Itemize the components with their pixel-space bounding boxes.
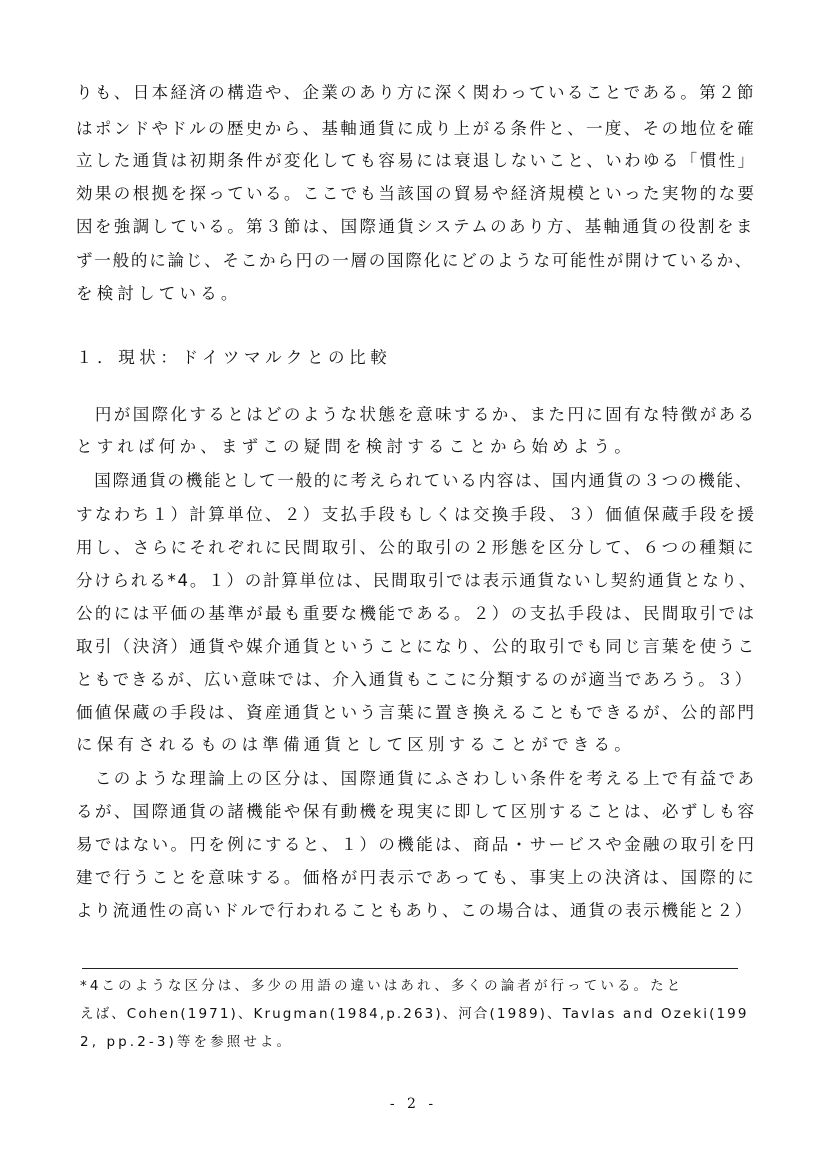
body-line: 分けられる*4。１）の計算単位は、民間取引では表示通貨ないし契約通貨となり、: [76, 571, 758, 590]
intro-line: 因を強調している。第３節は、国際通貨システムのあり方、基軸通貨の役割をま: [76, 217, 755, 236]
section-heading: １．現状：ドイツマルクとの比較: [76, 348, 392, 367]
body-line: ともできるが、広い意味では、介入通貨もここに分類するのが適当であろう。３）: [76, 670, 754, 689]
intro-line: 効果の根拠を探っている。ここでも当該国の貿易や経済規模といった実物的な要: [76, 184, 757, 203]
body-line: 取引（決済）通貨や媒介通貨ということになり、公的取引でも同じ言葉を使うこ: [76, 637, 757, 656]
body-line: に保有されるものは準備通貨として区別することができる。: [76, 735, 635, 754]
footnote-rule: [82, 968, 738, 969]
footnote-line: えば、Cohen(1971)、Krugman(1984,p.263)、河合(1989)、Tavlas and Ozeki(199: [80, 1006, 749, 1022]
body-line: このような理論上の区分は、国際通貨にふさわしい条件を考える上で有益であ: [76, 769, 757, 788]
body-line: 価値保蔵の手段は、資産通貨という言葉に置き換えることもできるが、公的部門: [76, 703, 757, 722]
intro-line: はポンドやドルの歴史から、基軸通貨に成り上がる条件と、一度、その地位を確: [76, 119, 757, 138]
intro-line: りも、日本経済の構造や、企業のあり方に深く関わっていることである。第２節: [76, 83, 756, 102]
intro-line: を検討している。: [76, 284, 242, 303]
intro-line: ず一般的に論じ、そこから円の一層の国際化にどのような可能性が開けているか、: [76, 251, 754, 270]
body-line: とすれば何か、まずこの疑問を検討することから始めよう。: [76, 437, 635, 456]
body-line: るが、国際通貨の諸機能や保有動機を現実に即して区別することは、必ずしも容: [76, 802, 757, 821]
body-line: 円が国際化するとはどのような状態を意味するか、また円に固有な特徴がある: [76, 405, 757, 424]
body-line: 用し、さらにそれぞれに民間取引、公的取引の２形態を区分して、６つの種類に: [76, 538, 757, 557]
body-line: 易ではない。円を例にすると、１）の機能は、商品・サービスや金融の取引を円: [76, 835, 757, 854]
body-line: 公的には平価の基準が最も重要な機能である。２）の支払手段は、民間取引では: [76, 604, 757, 623]
body-line: 建で行うことを意味する。価格が円表示であっても、事実上の決済は、国際的に: [76, 868, 757, 887]
body-line: より流通性の高いドルで行われることもあり、この場合は、通貨の表示機能と２）: [76, 901, 754, 920]
page-number: - 2 -: [389, 1096, 438, 1112]
body-line: 国際通貨の機能として一般的に考えられている内容は、国内通貨の３つの機能、: [76, 471, 754, 490]
footnote-line: 2, pp.2-3)等を参照せよ。: [80, 1034, 294, 1050]
body-line: すなわち１）計算単位、２）支払手段もしくは交換手段、３）価値保蔵手段を援: [76, 505, 757, 524]
footnote-line: *4このような区分は、多少の用語の違いはあれ、多くの論者が行っている。たと: [80, 978, 684, 994]
intro-line: 立した通貨は初期条件が変化しても容易には衰退しないこと、いわゆる「慣性」: [76, 151, 757, 170]
